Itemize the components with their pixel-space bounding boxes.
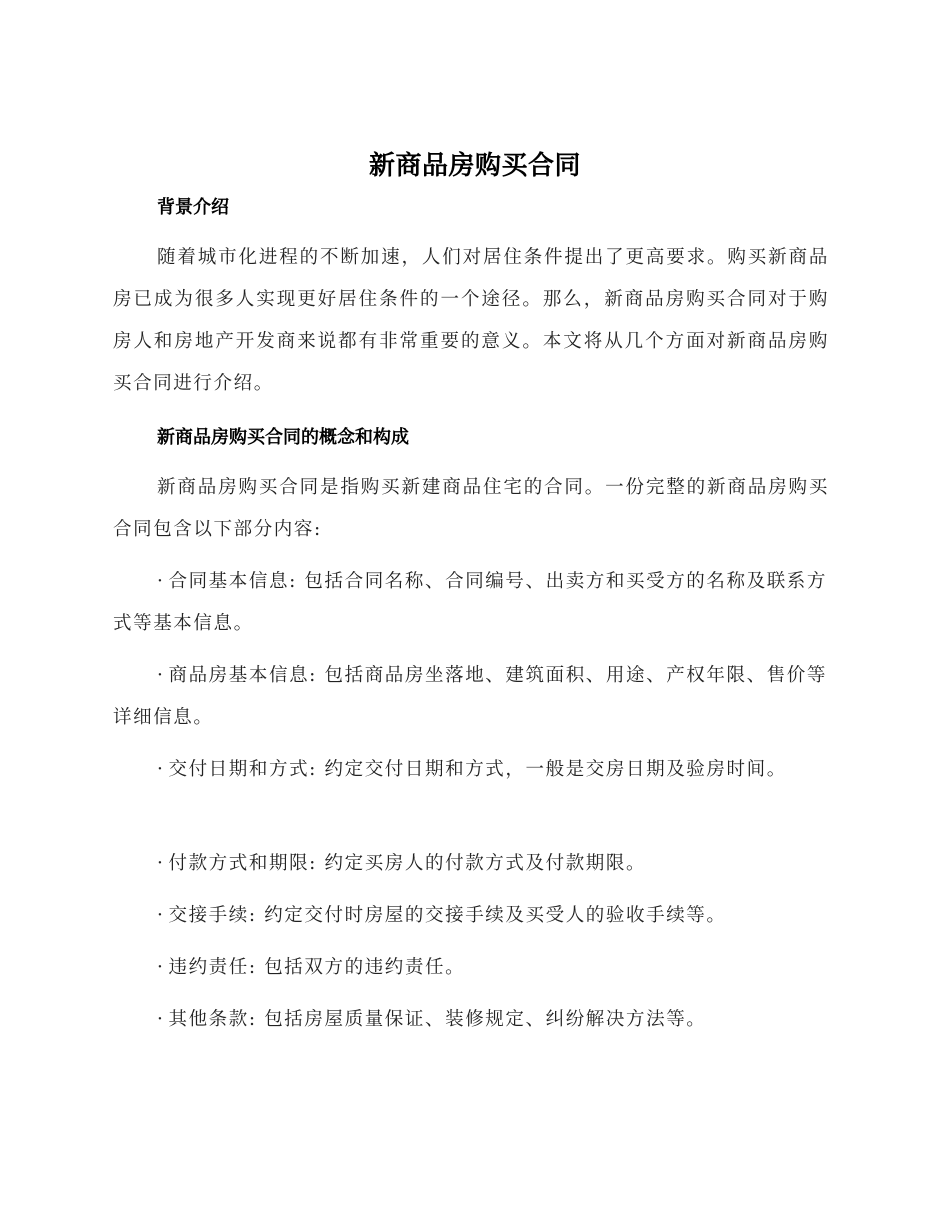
bullet-marker: · (157, 905, 165, 926)
bullet-marker: · (157, 853, 165, 874)
background-paragraph: 随着城市化进程的不断加速，人们对居住条件提出了更高要求。购买新商品房已成为很多人实现更好居住条件的一个途径。那么，新商品房购买合同对于购房人和房地产开发商来说都有非常重要的意义。本文将从几个方面对新商品房购买合同进行介绍。 (113, 247, 829, 394)
concept-paragraph: 新商品房购买合同是指购买新建商品住宅的合同。一份完整的新商品房购买合同包含以下部分内容: (113, 477, 829, 540)
list-item (113, 655, 829, 739)
bullet-marker: · (157, 665, 165, 686)
list-item-text: 违约责任: 包括双方的违约责任。 (168, 957, 466, 978)
bullet-marker: · (157, 759, 165, 780)
list-item (113, 947, 829, 989)
list-item (113, 561, 829, 645)
list-item (113, 999, 829, 1041)
bullet-marker: · (157, 957, 165, 978)
list-item-text: 合同基本信息: 包括合同名称、合同编号、出卖方和买受方的名称及联系方式等基本信息。 (113, 571, 828, 634)
list-item-text: 交付日期和方式: 约定交付日期和方式，一般是交房日期及验房时间。 (168, 759, 787, 780)
document-title: 新商品房购买合同 (368, 151, 581, 181)
list-item-text: 商品房基本信息: 包括商品房坐落地、建筑面积、用途、产权年限、售价等详细信息。 (113, 665, 828, 728)
list-item-text: 其他条款: 包括房屋质量保证、装修规定、纠纷解决方法等。 (168, 1009, 707, 1030)
section-heading-concept: 新商品房购买合同的概念和构成 (157, 427, 409, 448)
list-item (113, 749, 803, 791)
bullet-marker: · (157, 1009, 165, 1030)
list-item-text: 付款方式和期限: 约定买房人的付款方式及付款期限。 (168, 853, 647, 874)
list-item-text: 交接手续: 约定交付时房屋的交接手续及买受人的验收手续等。 (168, 905, 727, 926)
list-item (113, 895, 829, 937)
section-heading-background: 背景介绍 (157, 197, 229, 218)
list-item (113, 843, 829, 885)
bullet-marker: · (157, 571, 165, 592)
